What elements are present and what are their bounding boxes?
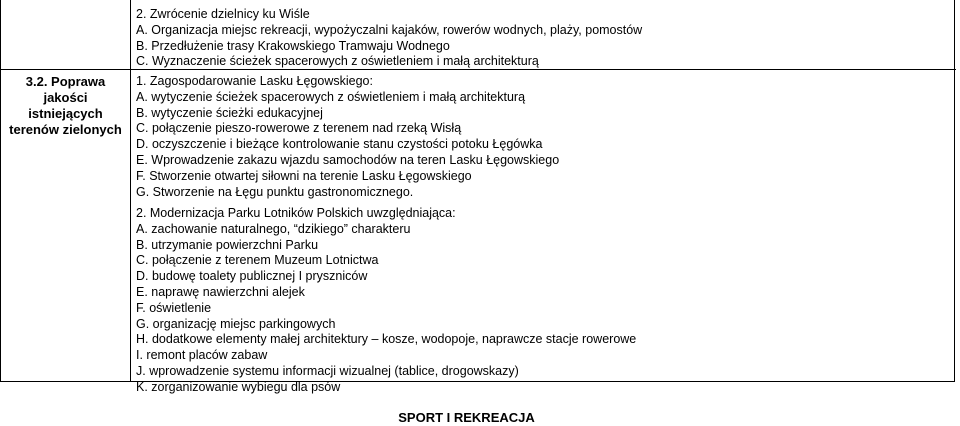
category-label-line: istniejących	[28, 106, 103, 121]
task-item: D. oczyszczenie i bieżące kontrolowanie stanu czystości potoku Łęgówka	[136, 137, 543, 152]
task-item: C. połączenie z terenem Muzeum Lotnictwa	[136, 253, 379, 268]
task-item: F. oświetlenie	[136, 300, 212, 315]
task-item: D. budowę toalety publicznej I pryszniców	[136, 269, 368, 284]
task-item: E. naprawę nawierzchni alejek	[136, 284, 305, 299]
section-title: SPORT I REKREACJA	[398, 410, 535, 425]
task-block-river	[136, 7, 642, 70]
task-item: A. Organizacja miejsc rekreacji, wypożyczalni kajaków, rowerów wodnych, plaży, pomostów	[136, 22, 643, 37]
task-item: H. dodatkowe elementy małej architektury – kosze, wodopoje, naprawcze stacje rowerowe	[136, 332, 637, 347]
task-item: G. Stworzenie na Łęgu punktu gastronomicznego.	[136, 184, 414, 199]
category-label-line: terenów zielonych	[9, 122, 122, 137]
task-item: C. Wyznaczenie ścieżek spacerowych z oświetleniem i małą architekturą	[136, 54, 539, 69]
task-item: B. utrzymanie powierzchni Parku	[136, 237, 319, 252]
task-item: A. zachowanie naturalnego, “dzikiego” charakteru	[136, 221, 411, 236]
task-block-park	[136, 206, 636, 396]
task-heading: 2. Modernizacja Parku Lotników Polskich uwzględniająca:	[136, 206, 456, 220]
category-cell	[1, 70, 130, 138]
task-item: B. wytyczenie ścieżki edukacyjnej	[136, 105, 323, 120]
task-heading: 2. Zwrócenie dzielnicy ku Wiśle	[136, 7, 310, 21]
task-item: F. Stworzenie otwartej siłowni na terenie Lasku Łęgowskiego	[136, 168, 472, 183]
category-label-line: 3.2. Poprawa	[25, 74, 106, 89]
empty-category-cell	[1, 0, 130, 69]
task-item: I. remont placów zabaw	[136, 348, 268, 363]
task-block-lasek	[136, 74, 559, 200]
task-item: A. wytyczenie ścieżek spacerowych z oświetleniem i małą architekturą	[136, 89, 526, 104]
task-item: G. organizację miejsc parkingowych	[136, 316, 336, 331]
column-divider	[130, 0, 131, 382]
task-item: K. zorganizowanie wybiegu dla psów	[136, 379, 341, 394]
task-heading: 1. Zagospodarowanie Lasku Łęgowskiego:	[136, 74, 373, 88]
task-item: C. połączenie pieszo-rowerowe z terenem nad rzeką Wisłą	[136, 121, 462, 136]
task-item: E. Wprowadzenie zakazu wjazdu samochodów na teren Lasku Łęgowskiego	[136, 152, 560, 167]
task-item: J. wprowadzenie systemu informacji wizualnej (tablice, drogowskazy)	[136, 363, 519, 378]
category-label-line: jakości	[43, 90, 88, 105]
task-item: B. Przedłużenie trasy Krakowskiego Tramwaju Wodnego	[136, 38, 450, 53]
